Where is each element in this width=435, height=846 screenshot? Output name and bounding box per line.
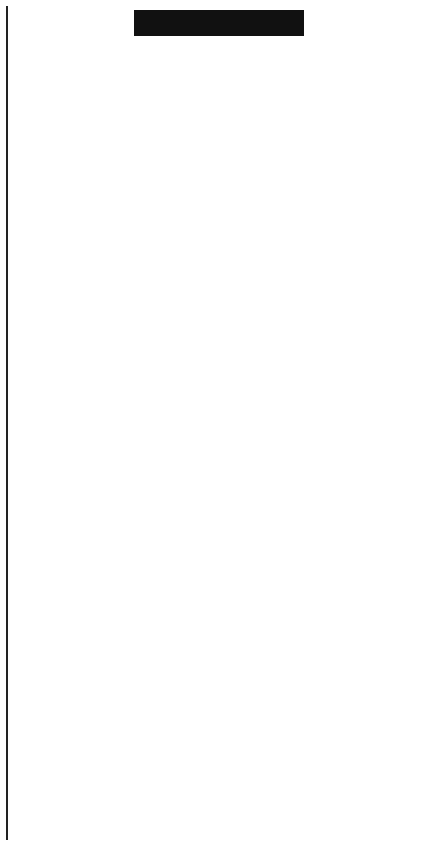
article-body — [14, 42, 423, 281]
paragraph — [14, 138, 423, 153]
paragraph — [14, 186, 423, 201]
paragraph — [14, 234, 423, 249]
headline-container — [14, 10, 423, 36]
paragraph — [14, 250, 423, 265]
paragraph — [14, 202, 423, 217]
news-article — [6, 6, 429, 840]
paragraph — [14, 218, 423, 233]
paragraph — [14, 266, 423, 281]
paragraph — [14, 74, 423, 89]
paragraph — [14, 90, 423, 105]
paragraph — [14, 106, 423, 121]
paragraph — [14, 58, 423, 73]
lead-paragraph — [14, 42, 423, 57]
paragraph — [14, 154, 423, 169]
paragraph — [14, 122, 423, 137]
paragraph — [14, 170, 423, 185]
headline — [134, 10, 304, 36]
